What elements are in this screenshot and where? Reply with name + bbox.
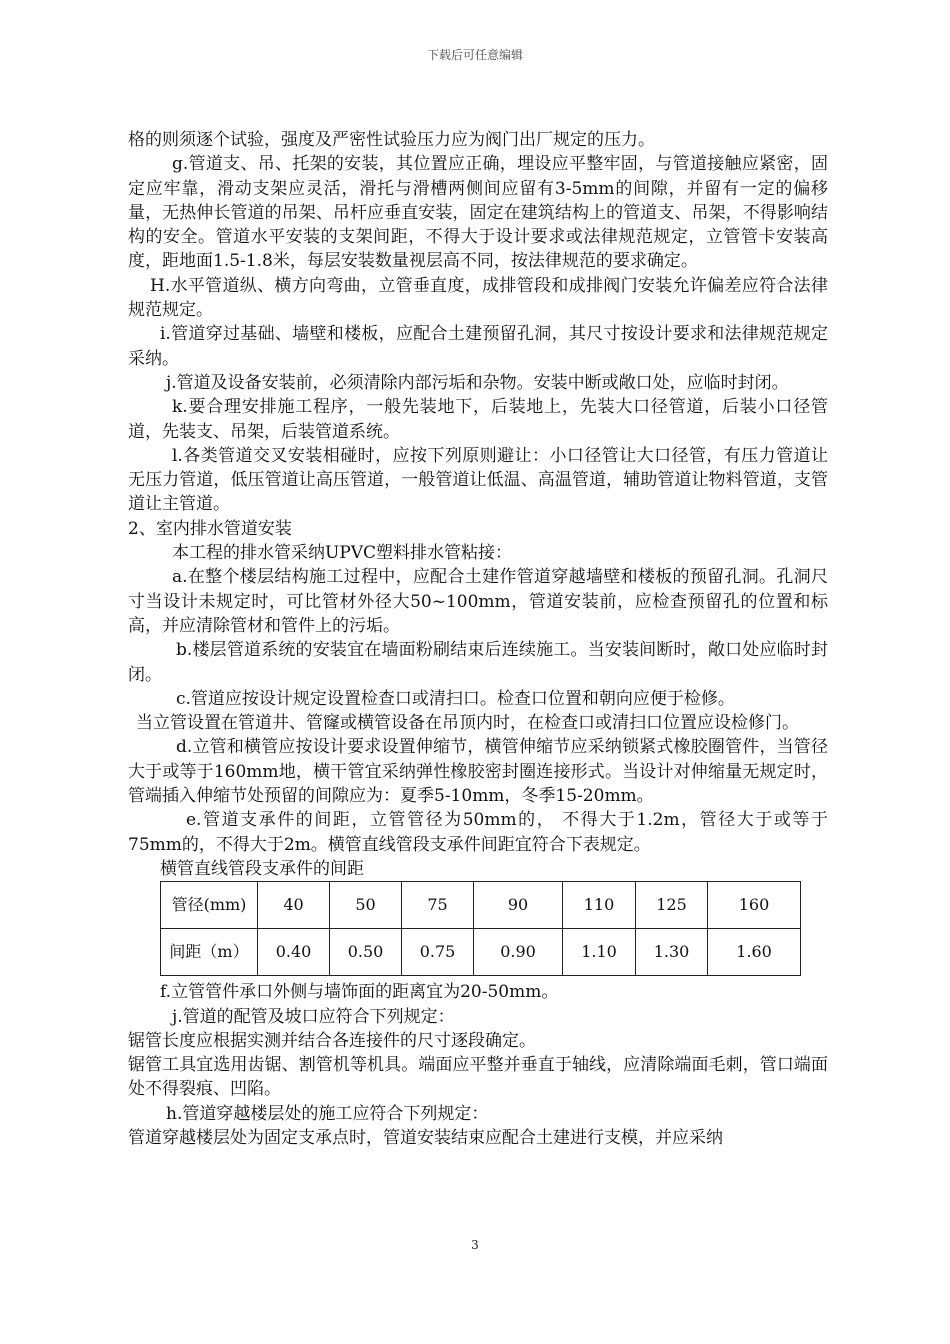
table-caption: 横管直线管段支承件的间距 [160, 858, 364, 879]
paragraph: f.立管管件承口外侧与墙饰面的距离宜为20-50mm。 [160, 982, 559, 1003]
table-cell: 50 [330, 882, 402, 929]
paragraph: 管道穿越楼层处为固定支承点时，管道安装结束应配合土建进行支模，并应采纳 [128, 1127, 723, 1148]
table-cell: 75 [402, 882, 474, 929]
paragraph: b.楼层管道系统的安装宜在墙面粉刷结束后连续施工。当安装间断时，敞口处应临时封闭。 [128, 640, 828, 685]
paragraph: i.管道穿过基础、墙壁和楼板，应配合土建预留孔洞，其尺寸按设计要求和法律规范规定采纳。 [128, 324, 828, 369]
paragraph: 锯管长度应根据实测并结合各连接件的尺寸逐段确定。 [128, 1030, 536, 1051]
paragraph: 2、室内排水管道安装 [128, 518, 292, 539]
table-cell: 125 [636, 882, 708, 929]
table-cell: 90 [474, 882, 563, 929]
page-number: 3 [471, 1238, 479, 1252]
table-row [161, 929, 801, 976]
paragraph: d.立管和横管应按设计要求设置伸缩节，横管伸缩节应采纳锁紧式橡胶圈管件，当管径大于或等于160mm地，横干管宜采纳弹性橡胶密封圈连接形式。当设计对伸缩量无规定时，管端插入伸缩节处预留的间隙应为：夏季5-10mm，冬季15-20mm。 [128, 737, 828, 807]
paragraph: g.管道支、吊、托架的安装，其位置应正确，埋设应平整牢固，与管道接触应紧密，固定应牢靠，滑动支架应灵活，滑托与滑槽两侧间应留有3-5mm的间隙，并留有一定的偏移量，无热伸长管道的吊架、吊杆应垂直安装，固定在建筑结构上的管道支、吊架，不得影响结构的安全。管道水平安装的支架间距，不得大于设计要求或法律规范规定，立管管卡安装高度，距地面1.5-1.8米，每层安装数量视层高不同，按法律规范的要求确定。 [128, 154, 828, 272]
table-cell: 0.40 [258, 929, 330, 976]
table-cell: 110 [563, 882, 636, 929]
table-cell: 1.60 [708, 929, 801, 976]
table-row [161, 882, 801, 929]
document-body [128, 128, 828, 1150]
table-cell: 0.50 [330, 929, 402, 976]
paragraphs-top [128, 128, 828, 857]
paragraph: l.各类管道交叉安装相碰时，应按下列原则避让：小口径管让大口径管，有压力管道让无压力管道，低压管道让高压管道，一般管道让低温、高温管道，辅助管道让物料管道，支管道让主管道。 [128, 445, 828, 515]
support-spacing-table [160, 881, 801, 976]
paragraph: j.管道的配管及坡口应符合下列规定： [172, 1006, 455, 1027]
table-cell: 0.90 [474, 929, 563, 976]
paragraph: 格的则须逐个试验，强度及严密性试验压力应为阀门出厂规定的压力。 [128, 130, 655, 150]
table-cell: 40 [258, 882, 330, 929]
paragraph: H.水平管道纵、横方向弯曲，立管垂直度，成排管段和成排阀门安装允许偏差应符合法律规范规定。 [128, 275, 828, 321]
table-cell: 0.75 [402, 929, 474, 976]
paragraph: 锯管工具宜选用齿锯、割管机等机具。端面应平整并垂直于轴线，应清除端面毛刺，管口端面处不得裂痕、凹陷。 [128, 1055, 828, 1100]
paragraph: h.管道穿越楼层处的施工应符合下列规定： [166, 1103, 489, 1124]
paragraph: j.管道及设备安装前，必须清除内部污垢和杂物。安装中断或敞口处，应临时封闭。 [166, 372, 789, 393]
paragraphs-bottom [128, 980, 828, 1150]
table-cell: 1.10 [563, 929, 636, 976]
paragraph: e.管道支承件的间距，立管管径为50mm的， 不得大于1.2m，管径大于或等于75mm的，不得大于2m。横管直线管段支承件间距宜符合下表规定。 [128, 810, 828, 855]
paragraph: 本工程的排水管采纳UPVC塑料排水管粘接： [172, 543, 513, 564]
table-row-header: 间距（m） [161, 929, 258, 976]
paragraph: k.要合理安排施工程序，一般先装地下，后装地上，先装大口径管道，后装小口径管道，先装支、吊架，后装管道系统。 [128, 397, 828, 442]
paragraph: c.管道应按设计规定设置检查口或清扫口。检查口位置和朝向应便于检修。 [176, 688, 735, 709]
paragraph: 当立管设置在管道井、管窿或横管设备在吊顶内时，在检查口或清扫口位置应设检修门。 [136, 713, 799, 734]
table-cell: 1.30 [636, 929, 708, 976]
table-row-header: 管径(mm) [161, 882, 258, 929]
page-header: 下载后可任意编辑 [426, 48, 523, 62]
table-cell: 160 [708, 882, 801, 929]
paragraph: a.在整个楼层结构施工过程中，应配合土建作管道穿越墙壁和楼板的预留孔洞。孔洞尺寸当设计未规定时，可比管材外径大50~100mm，管道安装前，应检查预留孔的位置和标高，并应清除管材和管件上的污垢。 [128, 567, 828, 636]
